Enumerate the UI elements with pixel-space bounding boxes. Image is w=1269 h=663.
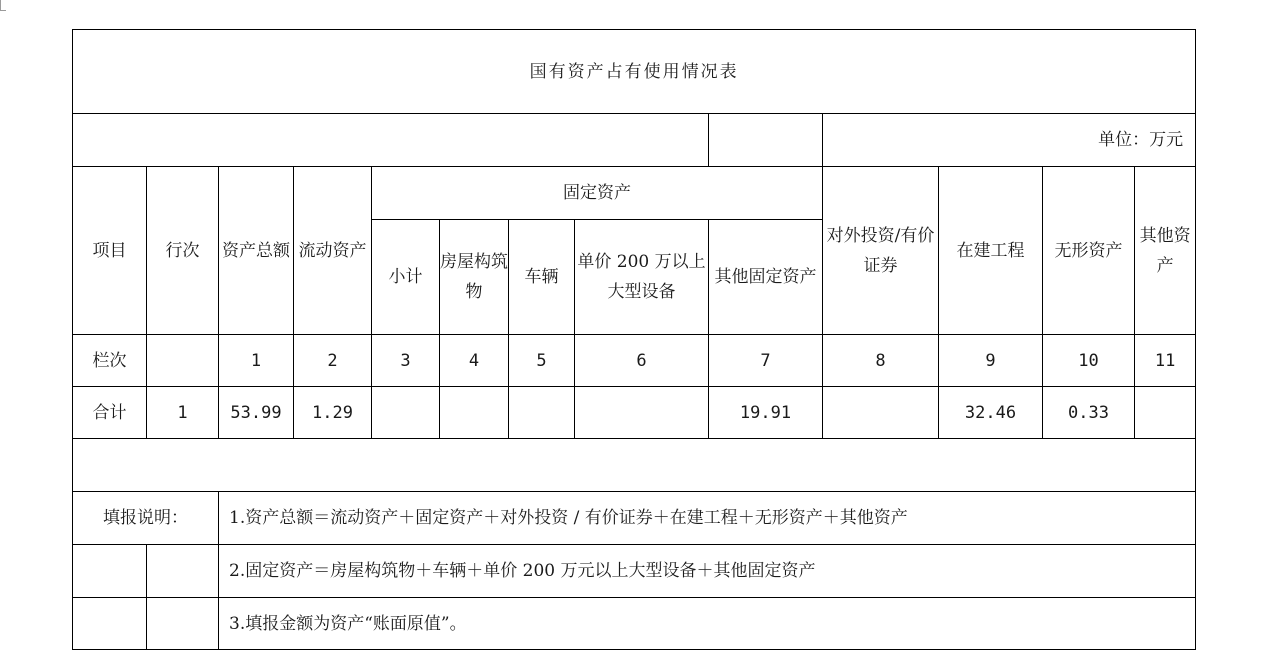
column-number: 5: [509, 335, 575, 387]
note-item: 3.填报金额为资产“账面原值”。: [219, 598, 1196, 650]
total-row: [73, 387, 1196, 439]
total-value: 0.33: [1043, 387, 1135, 439]
blank-row: [73, 439, 1196, 492]
asset-usage-table: [72, 29, 1196, 650]
total-value: [440, 387, 509, 439]
column-index-row-number: [147, 335, 219, 387]
header-item: 项目: [73, 167, 147, 335]
notes-row-1: [73, 492, 1196, 545]
blank-cell: [73, 439, 1196, 492]
column-number: 2: [294, 335, 372, 387]
blank-cell: [147, 545, 219, 598]
header-other-assets: 其他资产: [1135, 167, 1196, 335]
column-number: 9: [939, 335, 1043, 387]
total-value: 1.29: [294, 387, 372, 439]
total-value: [575, 387, 709, 439]
column-index-label: 栏次: [73, 335, 147, 387]
table-title: 国有资产占有使用情况表: [73, 30, 1196, 114]
header-investments: 对外投资/有价证券: [823, 167, 939, 335]
column-number: 11: [1135, 335, 1196, 387]
header-other-fixed: 其他固定资产: [709, 220, 823, 335]
blank-cell: [73, 114, 709, 167]
header-large-equipment: 单价 200 万以上大型设备: [575, 220, 709, 335]
header-current-assets: 流动资产: [294, 167, 372, 335]
blank-cell: [147, 598, 219, 650]
header-row-1: [73, 167, 1196, 220]
total-value: 53.99: [219, 387, 294, 439]
notes-row-2: [73, 545, 1196, 598]
notes-label: 填报说明：: [73, 492, 219, 545]
column-number: 6: [575, 335, 709, 387]
column-index-row: [73, 335, 1196, 387]
notes-row-3: [73, 598, 1196, 650]
header-buildings: 房屋构筑物: [440, 220, 509, 335]
header-construction: 在建工程: [939, 167, 1043, 335]
blank-cell: [73, 598, 147, 650]
header-subtotal: 小计: [372, 220, 440, 335]
column-number: 7: [709, 335, 823, 387]
unit-row: [73, 114, 1196, 167]
header-row-number: 行次: [147, 167, 219, 335]
header-fixed-assets: 固定资产: [372, 167, 823, 220]
header-vehicles: 车辆: [509, 220, 575, 335]
total-value: 32.46: [939, 387, 1043, 439]
title-row: [73, 30, 1196, 114]
column-number: 4: [440, 335, 509, 387]
blank-cell: [709, 114, 823, 167]
blank-cell: [73, 545, 147, 598]
column-number: 8: [823, 335, 939, 387]
total-value: [509, 387, 575, 439]
total-value: [372, 387, 440, 439]
total-value: [823, 387, 939, 439]
total-label: 合计: [73, 387, 147, 439]
note-item: 2.固定资产＝房屋构筑物＋车辆＋单价 200 万元以上大型设备＋其他固定资产: [219, 545, 1196, 598]
unit-label: 单位：万元: [823, 114, 1196, 167]
column-number: 10: [1043, 335, 1135, 387]
header-total-assets: 资产总额: [219, 167, 294, 335]
total-value: 19.91: [709, 387, 823, 439]
total-row-number: 1: [147, 387, 219, 439]
page-corner-mark: [0, 0, 6, 11]
header-intangible: 无形资产: [1043, 167, 1135, 335]
note-item: 1.资产总额＝流动资产＋固定资产＋对外投资 / 有价证券＋在建工程＋无形资产＋其他资产: [219, 492, 1196, 545]
column-number: 3: [372, 335, 440, 387]
column-number: 1: [219, 335, 294, 387]
total-value: [1135, 387, 1196, 439]
